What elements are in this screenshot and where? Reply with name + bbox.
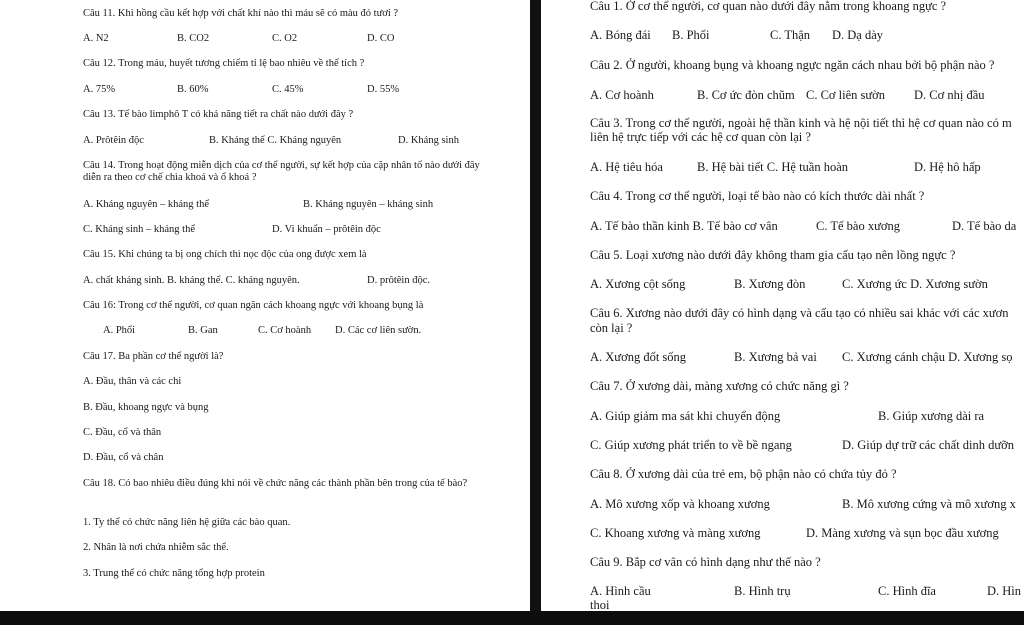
question-5: Câu 5. Loại xương nào dưới đây không tham gia cấu tạo nên lồng ngực ?	[590, 248, 956, 262]
option: C. Khoang xương và màng xương	[590, 526, 761, 540]
option: D. Hệ hô hấp	[914, 160, 981, 174]
option: B. Cơ ức đòn chũm	[697, 88, 795, 102]
option: A. N2	[83, 33, 109, 44]
option: A. Đầu, thân và các chi	[83, 376, 182, 387]
option: A. Prôtêin độc	[83, 135, 144, 146]
option: C. Hình đĩa	[878, 584, 936, 598]
question-1: Câu 1. Ở cơ thể người, cơ quan nào dưới đây nằm trong khoang ngực ?	[590, 0, 947, 13]
option: A. Tế bào thần kinh B. Tế bào cơ vân	[590, 219, 778, 233]
option: B. Đầu, khoang ngực và bụng	[83, 402, 209, 413]
question-12: Câu 12. Trong máu, huyết tương chiếm tỉ lệ bao nhiêu về thể tích ?	[83, 58, 365, 69]
option: A. Mô xương xốp và khoang xương	[590, 497, 770, 511]
option: D. Cơ nhị đầu	[914, 88, 985, 102]
option: D. Đầu, cổ và chân	[83, 452, 164, 463]
question-16: Câu 16: Trong cơ thể người, cơ quan ngăn cách khoang ngực với khoang bụng là	[83, 300, 424, 311]
option: B. Mô xương cứng và mô xương x	[842, 497, 1016, 511]
question-13: Câu 13. Tế bào limphô T có khả năng tiết ra chất nào dưới đây ?	[83, 109, 354, 120]
option: D. Hìn	[987, 584, 1022, 598]
option: A. Bóng đái	[590, 28, 651, 42]
question-15: Câu 15. Khi chúng ta bị ong chích thì nọc độc của ong được xem là	[83, 249, 367, 260]
option: D. Dạ dày	[832, 28, 884, 42]
option: B. Kháng nguyên – kháng sinh	[303, 199, 434, 210]
option: B. 60%	[177, 84, 209, 95]
option: A. Cơ hoành	[590, 88, 654, 102]
option: C. Thận	[770, 28, 811, 42]
option: B. Kháng thể C. Kháng nguyên	[209, 135, 342, 146]
question-3-continued: liên hệ trực tiếp với các hệ cơ quan còn lại ?	[590, 130, 811, 144]
option: A. Hệ tiêu hóa	[590, 160, 663, 174]
statement: 3. Trung thể có chức năng tổng hợp protein	[83, 568, 265, 579]
option: B. Xương đòn	[734, 277, 806, 291]
option-continued: thoi	[590, 598, 610, 611]
question-17: Câu 17. Ba phần cơ thể người là?	[83, 351, 224, 362]
option: B. CO2	[177, 33, 210, 44]
option: C. O2	[272, 33, 298, 44]
option: B. Phổi	[672, 28, 710, 42]
option: D. CO	[367, 33, 395, 44]
question-8: Câu 8. Ở xương dài của trẻ em, bộ phận nào có chứa tủy đỏ ?	[590, 467, 897, 481]
option: C. Kháng sinh – kháng thể	[83, 224, 195, 235]
option: A. Xương đốt sống	[590, 350, 687, 364]
option: D. Vi khuẩn – prôtêin độc	[272, 224, 381, 235]
option: D. Màng xương và sụn bọc đầu xương	[806, 526, 999, 540]
question-14: Câu 14. Trong hoạt động miễn dịch của cơ thể người, sự kết hợp của cặp nhân tố nào dưới đây diễn ra theo cơ chế chìa khoá và ổ khoá ?	[83, 160, 480, 183]
question-6: Câu 6. Xương nào dưới đây có hình dạng và cấu tạo có nhiều sai khác với các xươn	[590, 306, 1009, 320]
right-worksheet-page	[541, 0, 1024, 611]
option: B. Hệ bài tiết C. Hệ tuần hoàn	[697, 160, 849, 174]
question-18: Câu 18. Có bao nhiêu điều đúng khi nói về chức năng các thành phần bên trong của tế bào?	[83, 478, 468, 489]
question-2: Câu 2. Ở người, khoang bụng và khoang ngực ngăn cách nhau bởi bộ phận nào ?	[590, 58, 995, 72]
question-11: Câu 11. Khi hồng cầu kết hợp với chất khí nào thì máu sẽ có màu đỏ tươi ?	[83, 8, 399, 19]
statement: 2. Nhân là nơi chứa nhiễm sắc thể.	[83, 542, 229, 553]
question-4: Câu 4. Trong cơ thể người, loại tế bào nào có kích thước dài nhất ?	[590, 189, 925, 203]
option: A. Kháng nguyên – kháng thể	[83, 199, 209, 210]
option: A. Xương cột sống	[590, 277, 686, 291]
option: C. Giúp xương phát triển to về bề ngang	[590, 438, 792, 452]
question-7: Câu 7. Ở xương dài, màng xương có chức năng gì ?	[590, 379, 849, 393]
question-9: Câu 9. Bắp cơ vân có hình dạng như thế nào ?	[590, 555, 821, 569]
option: A. Phổi	[103, 325, 136, 336]
option: D. Tế bào da	[952, 219, 1017, 233]
option: A. chất kháng sinh. B. kháng thể. C. kháng nguyên.	[83, 275, 300, 286]
option: A. Hình cầu	[590, 584, 651, 598]
option: C. Tế bào xương	[816, 219, 900, 233]
option: B. Giúp xương dài ra	[878, 409, 985, 423]
option: B. Xương bả vai	[734, 350, 817, 364]
option: A. Giúp giảm ma sát khi chuyển động	[590, 409, 781, 423]
option: B. Gan	[188, 325, 218, 336]
question-6-continued: còn lại ?	[590, 321, 633, 335]
option: C. Cơ liên sườn	[806, 88, 886, 102]
option: C. Cơ hoành	[258, 325, 312, 336]
option: C. Xương ức D. Xương sườn	[842, 277, 988, 291]
option: C. Đầu, cổ và thân	[83, 427, 162, 438]
question-3: Câu 3. Trong cơ thể người, ngoài hệ thần kinh và hệ nội tiết thì hệ cơ quan nào có m	[590, 116, 1012, 130]
option: D. prôtêin độc.	[367, 275, 430, 286]
option: C. 45%	[272, 84, 304, 95]
bottom-edge-bar	[0, 611, 1024, 625]
option: A. 75%	[83, 84, 116, 95]
statement: 1. Ty thể có chức năng liên hệ giữa các bào quan.	[83, 517, 291, 528]
option: D. Các cơ liên sườn.	[335, 325, 422, 336]
option: D. 55%	[367, 84, 400, 95]
option: D. Giúp dự trữ các chất dinh dưỡn	[842, 438, 1015, 452]
option: B. Hình trụ	[734, 584, 791, 598]
option: C. Xương cánh chậu D. Xương sọ	[842, 350, 1013, 364]
option: D. Kháng sinh	[398, 135, 459, 146]
